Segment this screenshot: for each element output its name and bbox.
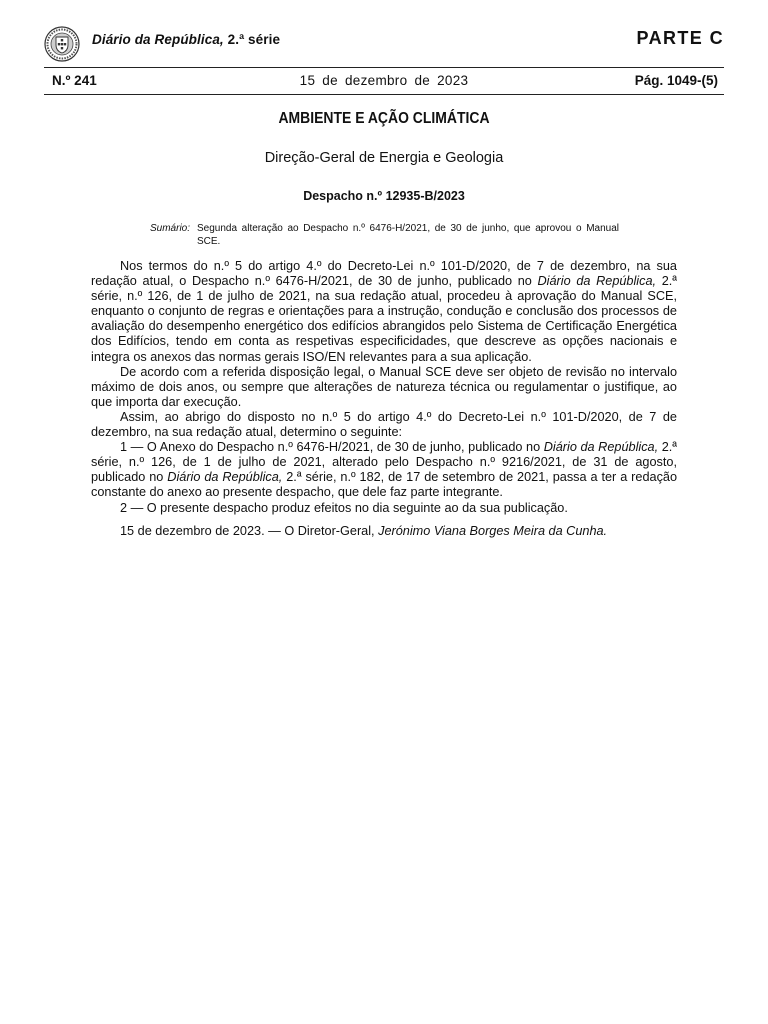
- document-body: [91, 259, 677, 539]
- paragraph-1-text-a: Nos termos do n.º 5 do artigo 4.º do Decreto-Lei n.º 101-D/2020, de 7 de dezembro, na sua redação atual, o Despacho n.º 6476-H/2021, de 30 de junho, publicado no: [91, 259, 677, 289]
- summary-text: Segunda alteração ao Despacho n.º 6476-H/2021, de 30 de junho, que aprovou o Manual SCE.: [197, 223, 619, 247]
- part-label: PARTE C: [636, 28, 724, 48]
- issue-row: [44, 73, 724, 91]
- paragraph-1-journal-ref: Diário da República,: [537, 274, 657, 289]
- paragraph-5: 2 — O presente despacho produz efeitos no dia seguinte ao da sua publicação.: [120, 500, 568, 515]
- directorate-heading: Direção-Geral de Energia e Geologia: [264, 150, 504, 166]
- journal-title: [92, 32, 280, 47]
- journal-series: 2.ª série: [223, 32, 281, 47]
- signature-text: 15 de dezembro de 2023. — O Diretor-Geral,: [120, 523, 379, 538]
- ministry-heading: AMBIENTE E AÇÃO CLIMÁTICA: [278, 110, 490, 127]
- page-number: Pág. 1049-(5): [634, 73, 718, 88]
- summary-label: Sumário:: [150, 223, 191, 234]
- issue-number: N.º 241: [52, 73, 97, 88]
- masthead: [44, 26, 724, 68]
- paragraph-2: De acordo com a referida disposição legal, o Manual SCE deve ser objeto de revisão no intervalo máximo de dois anos, ou sempre que alterações de natureza técnica ou regulamentar o justifique, ao que importa dar execução.: [91, 364, 677, 409]
- header-rule-bottom: [44, 94, 724, 95]
- signatory-name: Jerónimo Viana Borges Meira da Cunha.: [378, 523, 608, 538]
- paragraph-3: Assim, ao abrigo do disposto no n.º 5 do artigo 4.º do Decreto-Lei n.º 101-D/2020, de 7 de dezembro, na sua redação atual, determino o seguinte:: [91, 409, 677, 440]
- paragraph-4-text-e: 2.ª série, n.º 182, de 17 de setembro de 2021, passa a ter a redação constante do anexo ao presente despacho, que dele faz parte integrante.: [91, 470, 678, 500]
- dispatch-number: Despacho n.º 12935-B/2023: [303, 189, 465, 203]
- paragraph-4-journal-ref-1: Diário da República,: [543, 440, 659, 455]
- paragraph-4-text-c: 2.ª série, n.º 126, de 1 de julho de 2021, alterado pelo Despacho n.º 9216/2021, de 31 de agosto, publicado no: [91, 440, 678, 485]
- journal-name: Diário da República,: [92, 32, 224, 47]
- paragraph-4: [91, 440, 677, 500]
- issue-date: 15 de dezembro de 2023: [299, 73, 469, 88]
- portuguese-republic-seal-icon: [44, 26, 80, 62]
- signature-line: [91, 524, 677, 539]
- header-rule-top: [44, 67, 724, 68]
- paragraph-1-text-c: 2.ª série, n.º 126, de 1 de julho de 2021, na sua redação atual, procedeu à aprovação do Manual SCE, enquanto o conjunto de regras e orientações para a instrução, condução e conclusão dos processos de avaliação do desempenho energético dos edifícios abrangidos pelo Sistema de Certificação Energética dos Edifícios, tendo em conta as respetivas especificidades, que descreve as opções nacionais e integra os anexos das normas gerais ISO/EN relevantes para a sua aplicação.: [91, 274, 678, 364]
- paragraph-1: [91, 259, 677, 365]
- paragraph-4-journal-ref-2: Diário da República,: [167, 470, 283, 485]
- paragraph-4-text-a: 1 — O Anexo do Despacho n.º 6476-H/2021, de 30 de junho, publicado no: [120, 440, 544, 455]
